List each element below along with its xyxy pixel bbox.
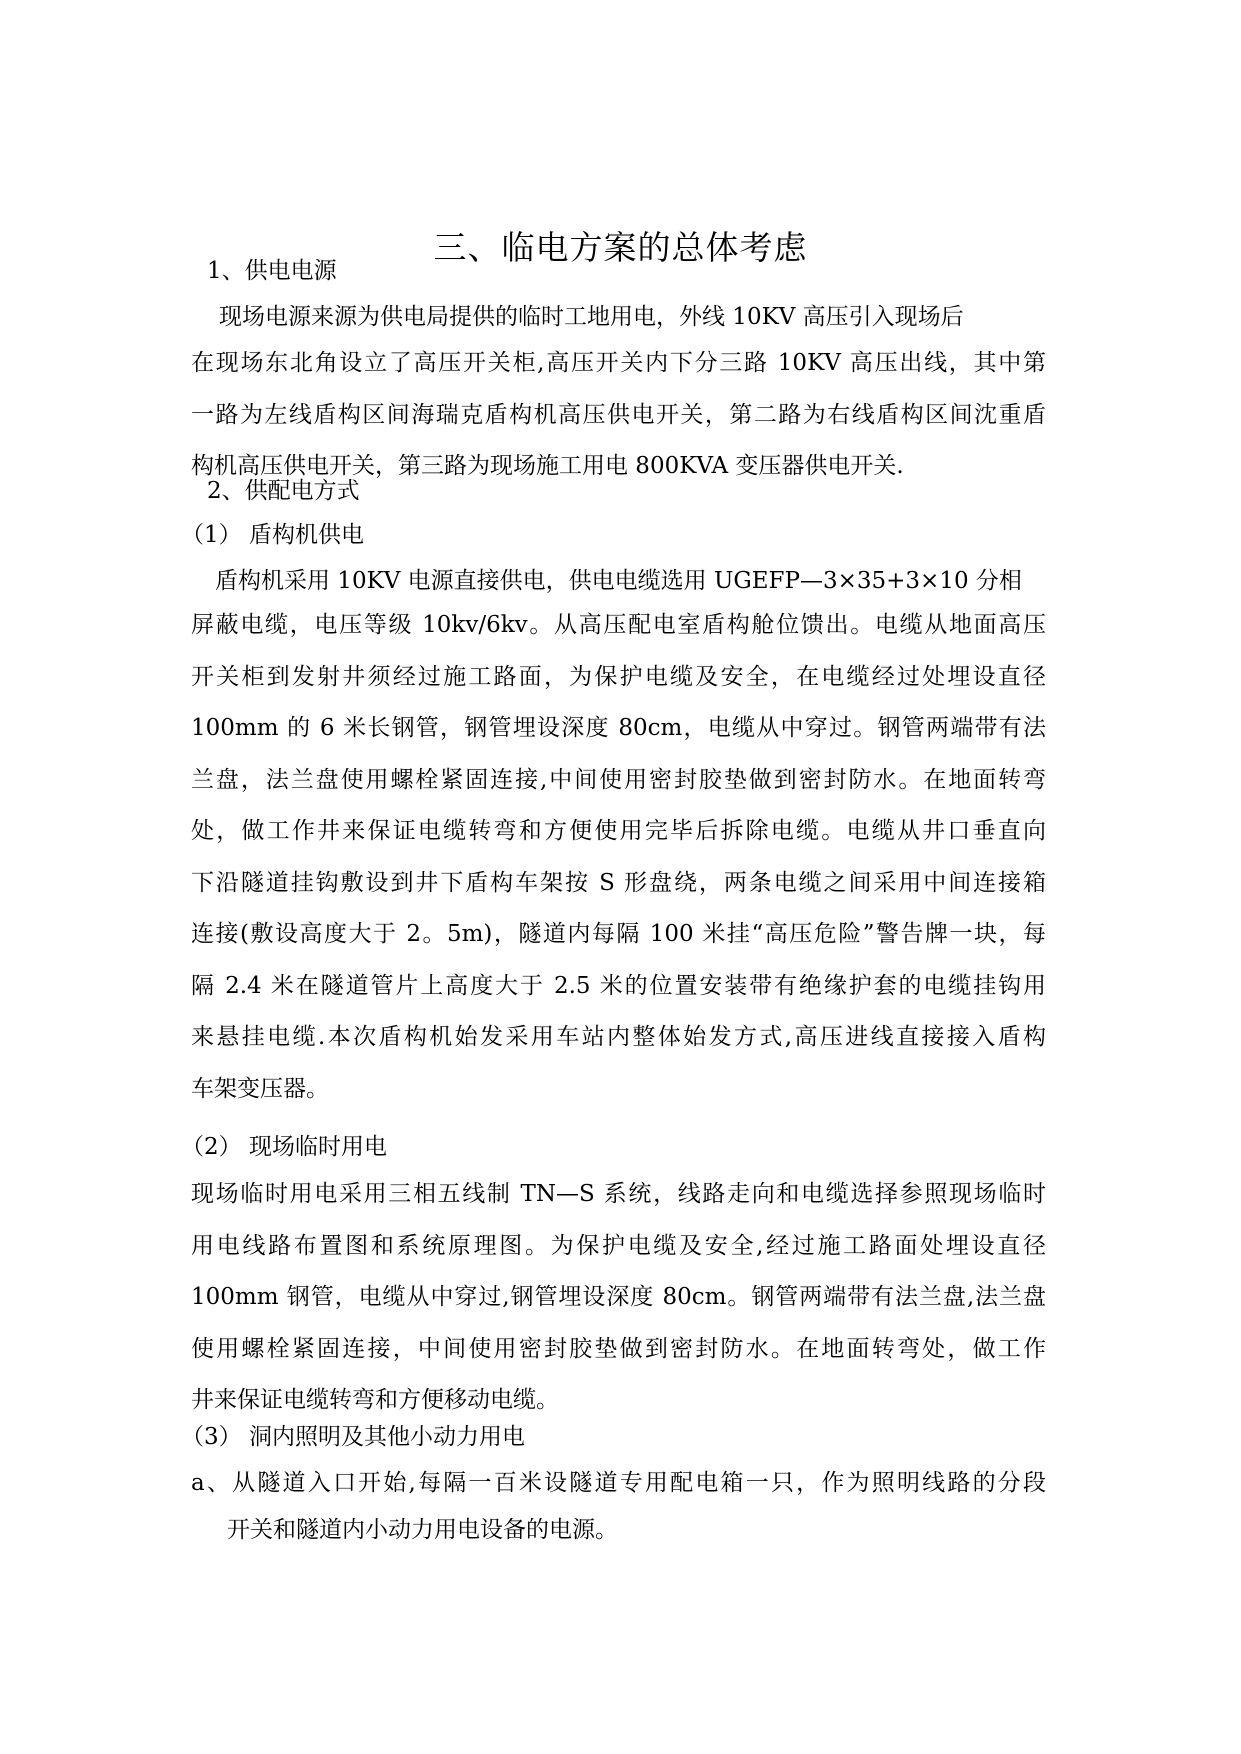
sub1-line-4: 100mm 的 6 米长钢管，钢管埋设深度 80cm，电缆从中穿过。钢管两端带有法: [191, 715, 1046, 741]
sub1-line-9: 隔 2.4 米在隧道管片上高度大于 2.5 米的位置安装带有绝缘护套的电缆挂钩用: [191, 972, 1046, 999]
sub2-line-3: 100mm 钢管，电缆从中穿过,钢管埋设深度 80cm。钢管两端带有法兰盘,法兰盘: [191, 1284, 1046, 1310]
sub1-line-2: 屏蔽电缆，电压等级 10kv/6kv。从高压配电室盾构舱位馈出。电缆从地面高压: [191, 612, 1046, 638]
sub1-line-8: 连接(敷设高度大于 2。5m)，隧道内每隔 100 米挂“高压危险”警告牌一块，每: [191, 921, 1046, 947]
section2-heading: 2、供配电方式: [207, 478, 360, 504]
sub1-line-3: 开关柜到发射井须经过施工路面，为保护电缆及安全，在电缆经过处埋设直径: [191, 663, 1046, 690]
section1-line-3: 一路为左线盾构区间海瑞克盾构机高压供电开关，第二路为右线盾构区间沈重盾: [191, 401, 1046, 428]
sub2-line-4: 使用螺栓紧固连接，中间使用密封胶垫做到密封防水。在地面转弯处，做工作: [191, 1335, 1046, 1362]
sub1-line-6: 处，做工作井来保证电缆转弯和方便使用完毕后拆除电缆。电缆从井口垂直向: [191, 818, 1046, 844]
page-title: 三、临电方案的总体考虑: [433, 228, 808, 267]
sub1-line-10: 来悬挂电缆.本次盾构机始发采用车站内整体始发方式,高压进线直接接入盾构: [191, 1024, 1046, 1050]
sub2-line-1: 现场临时用电采用三相五线制 TN—S 系统，线路走向和电缆选择参照现场临时: [191, 1181, 1046, 1207]
sub1-heading: （1） 盾构机供电: [181, 522, 364, 548]
section1-line-4: 构机高压供电开关，第三路为现场施工用电 800KVA 变压器供电开关.: [191, 453, 904, 479]
sub1-line-1: 盾构机采用 10KV 电源直接供电，供电电缆选用 UGEFP—3×35+3×10 分相: [215, 568, 1022, 594]
sub1-line-11: 车架变压器。: [191, 1075, 329, 1102]
section1-line-1: 现场电源来源为供电局提供的临时工地用电，外线 10KV 高压引入现场后: [219, 304, 964, 330]
sub3-item-a: [191, 1458, 1046, 1510]
sub2-line-2: 用电线路布置图和系统原理图。为保护电缆及安全,经过施工路面处埋设直径: [191, 1232, 1046, 1259]
sub3-heading: （3） 洞内照明及其他小动力用电: [181, 1424, 525, 1450]
sub2-body: [191, 1169, 1046, 1427]
sub2-heading: （2） 现场临时用电: [181, 1134, 387, 1160]
section1-heading: 1、供电电源: [207, 258, 337, 284]
sub3-item-a-line-1: a、从隧道入口开始,每隔一百米设隧道专用配电箱一只，作为照明线路的分段: [191, 1470, 1046, 1496]
sub1-line-5: 兰盘，法兰盘使用螺栓紧固连接,中间使用密封胶垫做到密封防水。在地面转弯: [191, 766, 1046, 793]
sub1-body: [191, 600, 1046, 1115]
sub1-line-7: 下沿隧道挂钩敷设到井下盾构车架按 S 形盘绕，两条电缆之间采用中间连接箱: [191, 869, 1046, 896]
sub2-line-5: 井来保证电缆转弯和方便移动电缆。: [191, 1387, 559, 1413]
sub3-item-a-line-2: 开关和隧道内小动力用电设备的电源。: [227, 1517, 618, 1543]
section1-line-2: 在现场东北角设立了高压开关柜,高压开关内下分三路 10KV 高压出线，其中第: [191, 350, 1046, 376]
